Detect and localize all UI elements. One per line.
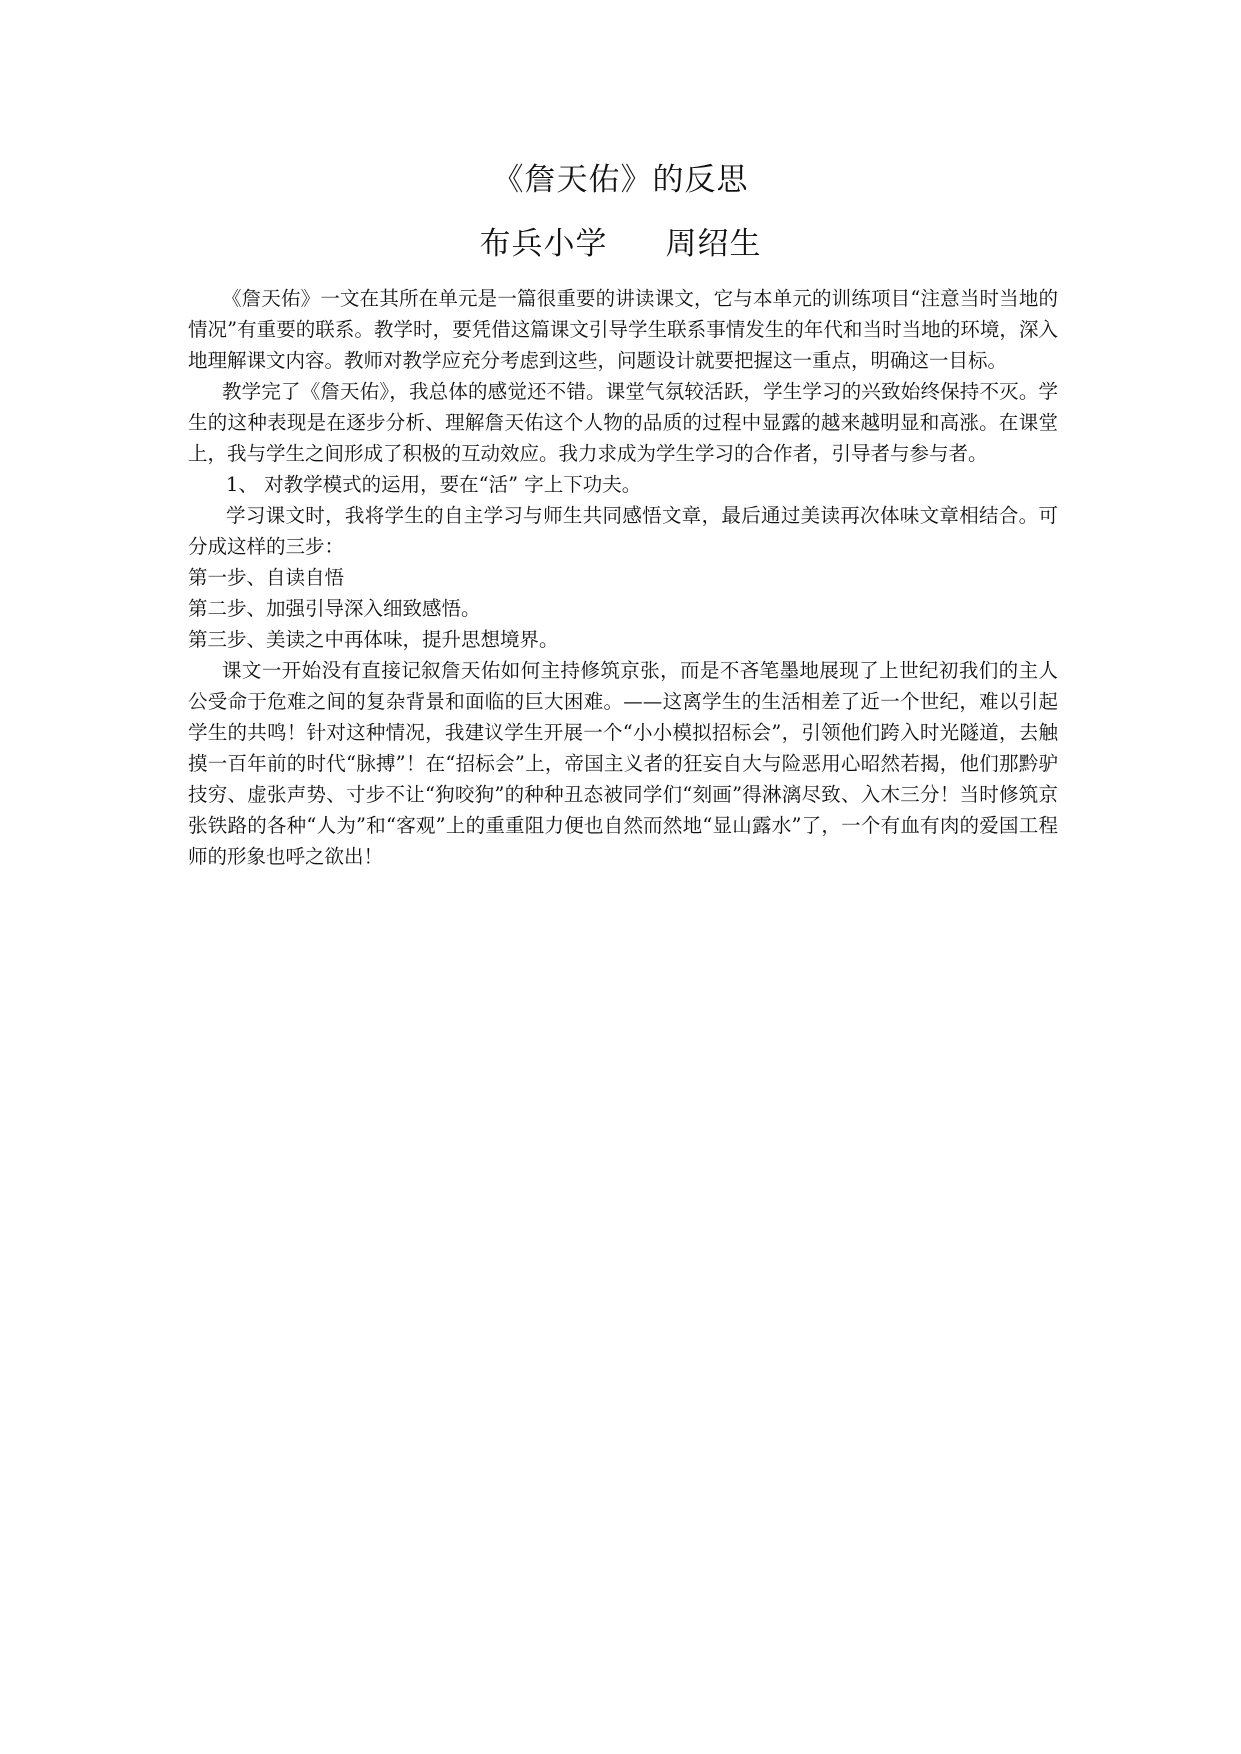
school-name: 布兵小学 <box>479 226 608 262</box>
paragraph-intro: 《詹天佑》一文在其所在单元是一篇很重要的讲读课文，它与本单元的训练项目“注意当时当地的情况”有重要的联系。教学时，要凭借这篇课文引导学生联系事情发生的年代和当时当地的环境，深入地理解课文内容。教师对教学应充分考虑到这些，问题设计就要把握这一重点，明确这一目标。 <box>188 287 1058 372</box>
step-two: 第二步、加强引导深入细致感悟。 <box>188 597 481 620</box>
step-one: 第一步、自读自悟 <box>188 566 345 589</box>
paragraph-reflection: 教学完了《詹天佑》，我总体的感觉还不错。课堂气氛较活跃，学生学习的兴致始终保持不灭。学生的这种表现是在逐步分析、理解詹天佑这个人物的品质的过程中显露的越来越明显和高涨。在课堂上，我与学生之间形成了积极的互动效应。我力求成为学生学习的合作者，引导者与参与者。 <box>188 380 1058 465</box>
paragraph-example: 课文一开始没有直接记叙詹天佑如何主持修筑京张，而是不吝笔墨地展现了上世纪初我们的主人公受命于危难之间的复杂背景和面临的巨大困难。——这离学生的生活相差了近一个世纪，难以引起学生的共鸣！针对这种情况，我建议学生开展一个“小小模拟招标会”，引领他们跨入时光隧道，去触摸一百年前的时代“脉搏”！在“招标会”上，帝国主义者的狂妄自大与险恶用心昭然若揭，他们那黔驴技穷、虚张声势、寸步不让“狗咬狗”的种种丑态被同学们“刻画”得淋漓尽致、入木三分！当时修筑京张铁路的各种“人为”和“客观”上的重重阻力便也自然而然地“显山露水”了，一个有血有肉的爱国工程师的形象也呼之欲出！ <box>188 659 1058 868</box>
section-heading: 1、 对教学模式的运用，要在“活” 字上下功夫。 <box>226 473 642 496</box>
step-three: 第三步、美读之中再体味，提升思想境界。 <box>188 628 559 651</box>
document-title: 《詹天佑》的反思 <box>492 162 749 198</box>
author-name: 周绍生 <box>665 226 762 262</box>
document-body <box>188 283 1058 872</box>
paragraph-method: 学习课文时，我将学生的自主学习与师生共同感悟文章，最后通过美读再次体味文章相结合。可分成这样的三步： <box>188 504 1058 558</box>
author-line <box>0 222 1241 266</box>
